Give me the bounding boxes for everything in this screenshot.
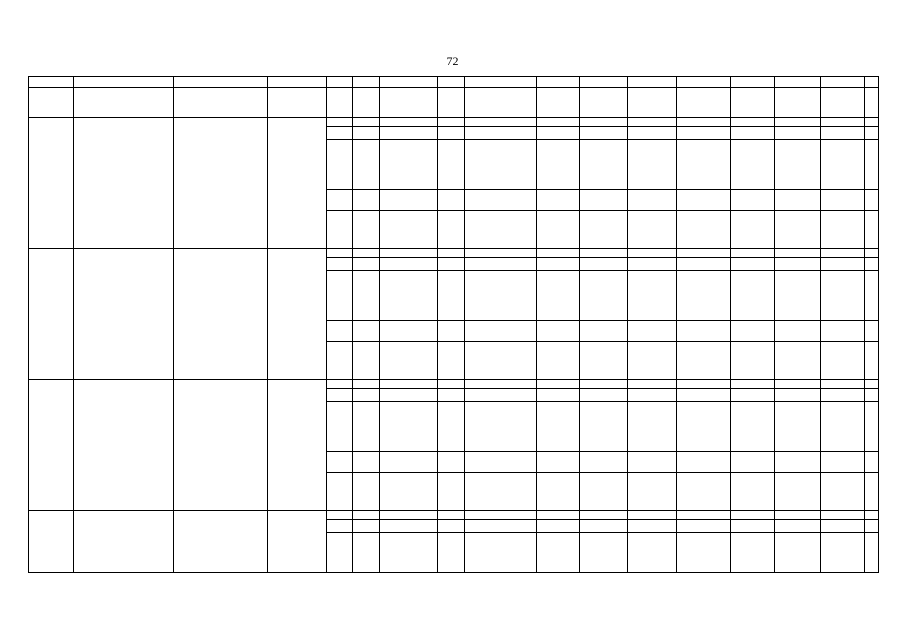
column-header-12 <box>627 76 676 87</box>
column-header-5 <box>326 76 352 87</box>
column-header-1 <box>28 76 73 87</box>
column-header-13 <box>676 76 730 87</box>
column-header-3 <box>173 76 267 87</box>
column-header-9 <box>464 76 536 87</box>
column-header-6 <box>352 76 379 87</box>
column-header-14 <box>730 76 774 87</box>
column-header-10 <box>536 76 579 87</box>
column-header-4 <box>267 76 326 87</box>
column-header-2 <box>73 76 173 87</box>
column-header-15 <box>774 76 820 87</box>
page-number: 72 <box>446 54 459 68</box>
column-header-16 <box>820 76 864 87</box>
column-header-7 <box>379 76 437 87</box>
column-header-8 <box>437 76 464 87</box>
budget-table <box>28 76 878 572</box>
column-header-11 <box>579 76 627 87</box>
column-header-17 <box>864 76 878 87</box>
